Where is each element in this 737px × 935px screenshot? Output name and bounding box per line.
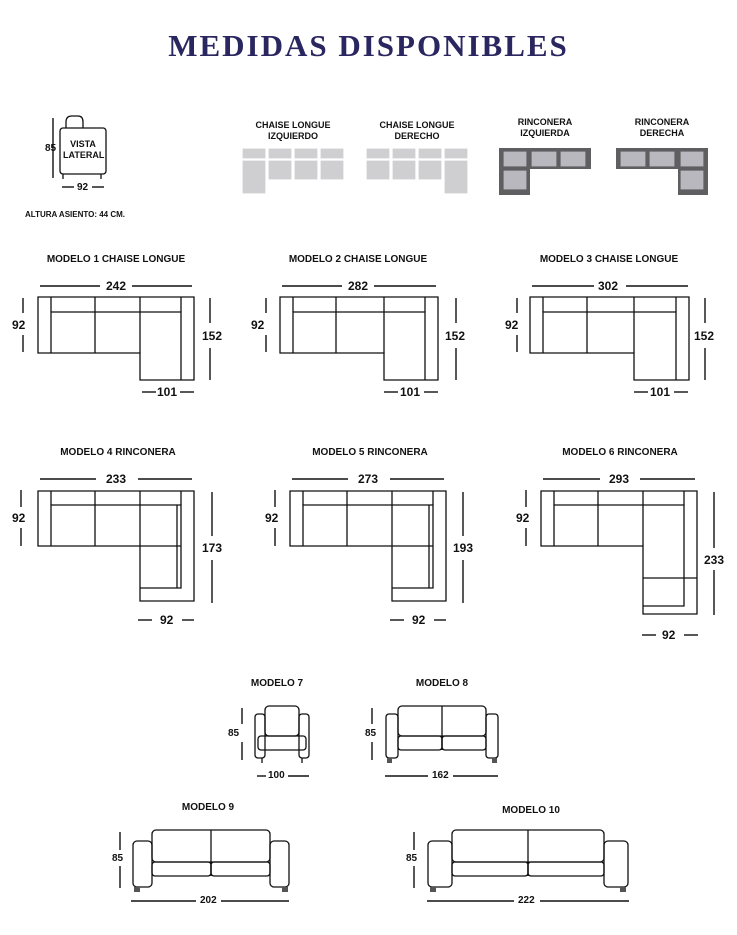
model-8-height: 85 — [365, 728, 377, 739]
model-1-drawing — [23, 286, 210, 392]
model-3-drawing — [517, 286, 705, 392]
model-4-corner-width: 92 — [160, 613, 174, 627]
model-3-name: MODELO 3 CHAISE LONGUE — [539, 254, 679, 265]
model-1-depth: 92 — [12, 318, 26, 332]
model-4-corner-length: 173 — [202, 541, 223, 555]
model-7-drawing — [242, 706, 309, 776]
model-4-width: 233 — [106, 472, 127, 486]
model-5-name: MODELO 5 RINCONERA — [312, 447, 428, 458]
model-3-width: 302 — [598, 279, 619, 293]
model-2-chaise-width: 101 — [400, 385, 421, 399]
model-9-width: 202 — [200, 895, 217, 906]
legend-icon-rinconera-izquierda — [499, 148, 591, 195]
model-1-name: MODELO 1 CHAISE LONGUE — [46, 254, 186, 265]
model-6-corner-length: 233 — [704, 553, 725, 567]
legend-icon-chaise-derecho — [366, 148, 468, 194]
side-view-width: 92 — [77, 182, 89, 193]
model-6-drawing — [526, 479, 714, 635]
model-8-drawing — [372, 706, 498, 776]
model-1-width: 242 — [106, 279, 127, 293]
model-7-height: 85 — [228, 728, 240, 739]
legend-label-chaise-izquierdo: CHAISE LONGUE IZQUIERDO — [255, 120, 331, 141]
model-2-drawing — [266, 286, 456, 392]
model-9-height: 85 — [112, 853, 124, 864]
model-4-depth: 92 — [12, 511, 26, 525]
model-10-width: 222 — [518, 895, 535, 906]
legend-icon-rinconera-derecha — [616, 148, 708, 195]
model-1-chaise-length: 152 — [202, 329, 223, 343]
side-view-label: VISTA LATERAL — [63, 139, 105, 160]
model-2-chaise-length: 152 — [445, 329, 466, 343]
model-6-corner-width: 92 — [662, 628, 676, 642]
model-6-width: 293 — [609, 472, 630, 486]
model-8-name: MODELO 8 — [415, 678, 469, 689]
legend-label-chaise-derecho: CHAISE LONGUE DERECHO — [379, 120, 455, 141]
model-6-name: MODELO 6 RINCONERA — [562, 447, 678, 458]
model-2-name: MODELO 2 CHAISE LONGUE — [288, 254, 428, 265]
model-10-name: MODELO 10 — [502, 805, 560, 816]
model-2-depth: 92 — [251, 318, 265, 332]
model-8-width: 162 — [432, 770, 449, 781]
legend-label-rinconera-izquierda: RINCONERA IZQUIERDA — [517, 117, 573, 138]
page-title: MEDIDAS DISPONIBLES — [168, 28, 569, 63]
model-6-depth: 92 — [516, 511, 530, 525]
legend-label-rinconera-derecha: RINCONERA DERECHA — [634, 117, 690, 138]
model-5-corner-length: 193 — [453, 541, 474, 555]
model-5-width: 273 — [358, 472, 379, 486]
model-5-drawing — [275, 479, 463, 620]
model-3-depth: 92 — [505, 318, 519, 332]
model-3-chaise-length: 152 — [694, 329, 715, 343]
legend-icon-chaise-izquierdo — [242, 148, 344, 194]
model-9-drawing — [120, 830, 289, 901]
model-7-width: 100 — [268, 770, 285, 781]
seat-height-note: ALTURA ASIENTO: 44 CM. — [25, 210, 126, 219]
model-1-chaise-width: 101 — [157, 385, 178, 399]
side-view-height: 85 — [45, 143, 57, 154]
model-7-name: MODELO 7 — [250, 678, 304, 689]
model-10-height: 85 — [406, 853, 418, 864]
model-10-drawing — [414, 830, 629, 901]
model-2-width: 282 — [348, 279, 369, 293]
model-9-name: MODELO 9 — [181, 802, 235, 813]
model-3-chaise-width: 101 — [650, 385, 671, 399]
model-5-corner-width: 92 — [412, 613, 426, 627]
model-4-drawing — [21, 479, 212, 620]
model-5-depth: 92 — [265, 511, 279, 525]
model-4-name: MODELO 4 RINCONERA — [60, 447, 176, 458]
